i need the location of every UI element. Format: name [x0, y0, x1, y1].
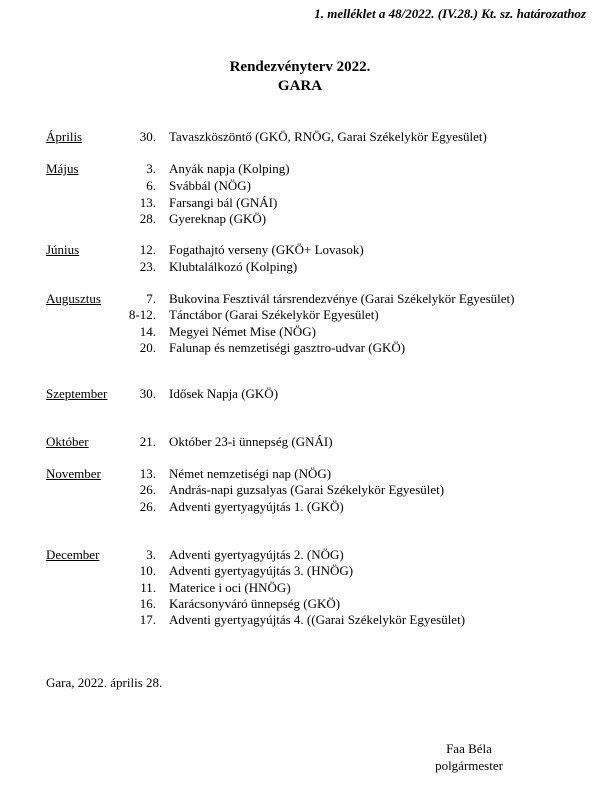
event-day: 7. — [146, 291, 156, 306]
event-month: Augusztus — [46, 291, 101, 306]
event-row — [0, 323, 600, 340]
event-day: 8-12. — [128, 307, 156, 322]
event-month: November — [46, 466, 101, 481]
event-row — [0, 290, 600, 307]
signature-block — [414, 740, 524, 774]
event-day: 6. — [146, 178, 156, 193]
event-row — [0, 306, 600, 323]
event-row — [0, 385, 600, 402]
title-line-1: Rendezvényterv 2022. — [229, 59, 371, 75]
event-day: 30. — [139, 129, 156, 144]
event-description: Bukovina Fesztivál társrendezvénye (Garai Székelykör Egyesület) — [169, 291, 515, 306]
event-row — [0, 579, 600, 596]
event-description: András-napi guzsalyas (Garai Székelykör Egyesület) — [169, 482, 445, 497]
event-description: Tavaszköszöntő (GKÖ, RNÖG, Garai Székelykör Egyesület) — [169, 129, 487, 144]
event-description: Adventi gyertyagyújtás 3. (HNÖG) — [169, 563, 354, 578]
event-description: Október 23-i ünnepség (GNÁI) — [169, 434, 333, 449]
event-row — [0, 194, 600, 211]
event-month: Április — [46, 129, 83, 144]
event-day: 30. — [139, 386, 156, 401]
event-row — [0, 481, 600, 498]
event-description: Anyák napja (Kolping) — [169, 161, 290, 176]
event-description: Adventi gyertyagyújtás 1. (GKÖ) — [169, 499, 344, 514]
event-row — [0, 562, 600, 579]
event-description: Megyei Német Mise (NÖG) — [169, 324, 316, 339]
event-description: Klubtalálkozó (Kolping) — [169, 259, 298, 274]
event-day: 10. — [139, 563, 156, 578]
event-description: Gyereknap (GKÖ) — [169, 211, 267, 226]
document-date: Gara, 2022. április 28. — [46, 675, 163, 690]
event-day: 21. — [139, 434, 156, 449]
event-row — [0, 160, 600, 177]
event-row — [0, 339, 600, 356]
event-row — [0, 210, 600, 227]
event-day: 11. — [140, 580, 156, 595]
event-day: 23. — [139, 259, 156, 274]
event-day: 28. — [139, 211, 156, 226]
signatory-name: Faa Béla — [446, 741, 492, 756]
signatory-title: polgármester — [435, 758, 503, 773]
event-description: Fogathajtó verseny (GKÖ+ Lovasok) — [169, 242, 364, 257]
event-description: Német nemzetiségi nap (NÖG) — [169, 466, 332, 481]
title-line-2: GARA — [277, 78, 323, 94]
annex-reference: 1. melléklet a 48/2022. (IV.28.) Kt. sz. határozathoz — [314, 6, 586, 21]
event-day: 3. — [146, 161, 156, 176]
event-description: Karácsonyváró ünnepség (GKÖ) — [169, 596, 341, 611]
event-day: 26. — [139, 482, 156, 497]
event-day: 12. — [139, 242, 156, 257]
event-description: Farsangi bál (GNÁI) — [169, 195, 278, 210]
event-row — [0, 433, 600, 450]
event-row — [0, 611, 600, 628]
event-row — [0, 546, 600, 563]
event-row — [0, 498, 600, 515]
event-month: Május — [46, 161, 79, 176]
event-row — [0, 177, 600, 194]
event-row — [0, 465, 600, 482]
event-row — [0, 595, 600, 612]
event-day: 26. — [139, 499, 156, 514]
event-month: December — [46, 547, 100, 562]
event-month: Június — [46, 242, 80, 257]
event-description: Idősek Napja (GKÖ) — [169, 386, 279, 401]
event-day: 14. — [139, 324, 156, 339]
event-day: 13. — [139, 195, 156, 210]
event-month: Október — [46, 434, 89, 449]
event-row — [0, 241, 600, 258]
event-description: Adventi gyertyagyújtás 4. ((Garai Székelykör Egyesület) — [169, 612, 466, 627]
event-month: Szeptember — [46, 386, 108, 401]
event-description: Adventi gyertyagyújtás 2. (NÖG) — [169, 547, 344, 562]
event-description: Falunap és nemzetiségi gasztro-udvar (GKÖ) — [169, 340, 406, 355]
event-day: 20. — [139, 340, 156, 355]
event-row — [0, 258, 600, 275]
event-day: 17. — [139, 612, 156, 627]
event-description: Materice i oci (HNÖG) — [169, 580, 291, 595]
event-day: 16. — [139, 596, 156, 611]
event-description: Tánctábor (Garai Székelykör Egyesület) — [169, 307, 379, 322]
event-day: 3. — [146, 547, 156, 562]
event-day: 13. — [139, 466, 156, 481]
event-row — [0, 128, 600, 145]
event-description: Svábbál (NÖG) — [169, 178, 251, 193]
